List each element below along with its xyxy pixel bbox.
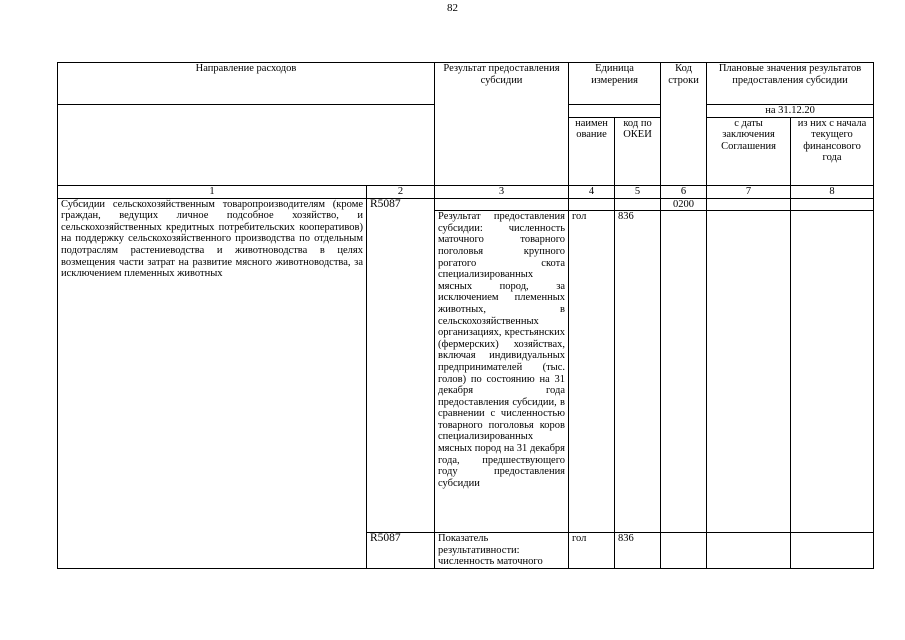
planned-of-which-cell-2 (791, 211, 874, 533)
column-number-2: 2 (367, 185, 435, 198)
header-date: на 31.12.20 (707, 105, 874, 118)
header-spacer (58, 105, 435, 186)
header-planned: Плановые значения результатов предоставления субсидии (707, 63, 874, 105)
planned-from-agreement-cell (707, 198, 791, 211)
result-description-cell: Результат предоставления субсидии: численность маточного товарного поголовья крупного рогатого скота специализированных мясных пород, за исключением племенных животных, в сельскохозяйственных организациях, крестьянских (фермерских) хозяйствах, включая индивидуальных предпринимателей (тыс. голов) по состоянию на 31 декабря года предоставления субсидии, в сравнении с численностью товарного поголовья коров специализированных мясных пород на 31 декабря года, предшествующего году предоставления субсидии (435, 211, 569, 533)
subsidy-table (57, 62, 874, 569)
header-from-agreement: с даты заключения Соглашения (707, 117, 791, 185)
column-number-3: 3 (435, 185, 569, 198)
column-number-7: 7 (707, 185, 791, 198)
subsidy-name-cell: Субсидии сельскохозяйственным товаропроизводителям (кроме граждан, ведущих личное подсобное хозяйство, и сельскохозяйственных кредитных потребительских кооперативов) на поддержку сельскохозяйственного производства по отдельным подотраслям растениеводства и животноводства в целях возмещения части затрат на развитие мясного животноводства, за исключением племенных животных (58, 198, 367, 569)
planned-from-agreement-cell-2 (707, 211, 791, 533)
planned-of-which-cell-3 (791, 533, 874, 569)
okei-code-cell: 836 (615, 211, 661, 533)
column-number-6: 6 (661, 185, 707, 198)
unit-name-cell-2: гол (569, 533, 615, 569)
header-expense-direction: Направление расходов (58, 63, 435, 105)
header-unit: Единица измерения (569, 63, 661, 105)
header-unit-name: наимен ование (569, 117, 615, 185)
bk-code-cell-2: R5087 (367, 533, 435, 569)
header-of-which: из них с начала текущего финансового года (791, 117, 874, 185)
result-cell-empty (435, 198, 569, 211)
column-number-1: 1 (58, 185, 367, 198)
header-unit-spacer (569, 105, 661, 118)
bk-code-cell: R5087 (367, 198, 435, 533)
page-number: 82 (447, 2, 458, 14)
okei-code-cell-2: 836 (615, 533, 661, 569)
planned-of-which-cell (791, 198, 874, 211)
header-result: Результат предоставления субсидии (435, 63, 569, 186)
unit-name-cell: гол (569, 211, 615, 533)
row-code-cell: 0200 (661, 198, 707, 211)
column-number-8: 8 (791, 185, 874, 198)
indicator-description-cell: Показатель результативности: численность маточного (435, 533, 569, 569)
row-code-cell-empty-2 (661, 533, 707, 569)
unit-name-cell-empty (569, 198, 615, 211)
planned-from-agreement-cell-3 (707, 533, 791, 569)
column-number-5: 5 (615, 185, 661, 198)
column-number-4: 4 (569, 185, 615, 198)
row-code-cell-empty (661, 211, 707, 533)
header-okei-code: код по ОКЕИ (615, 117, 661, 185)
okei-cell-empty (615, 198, 661, 211)
header-row-code: Код строки (661, 63, 707, 186)
